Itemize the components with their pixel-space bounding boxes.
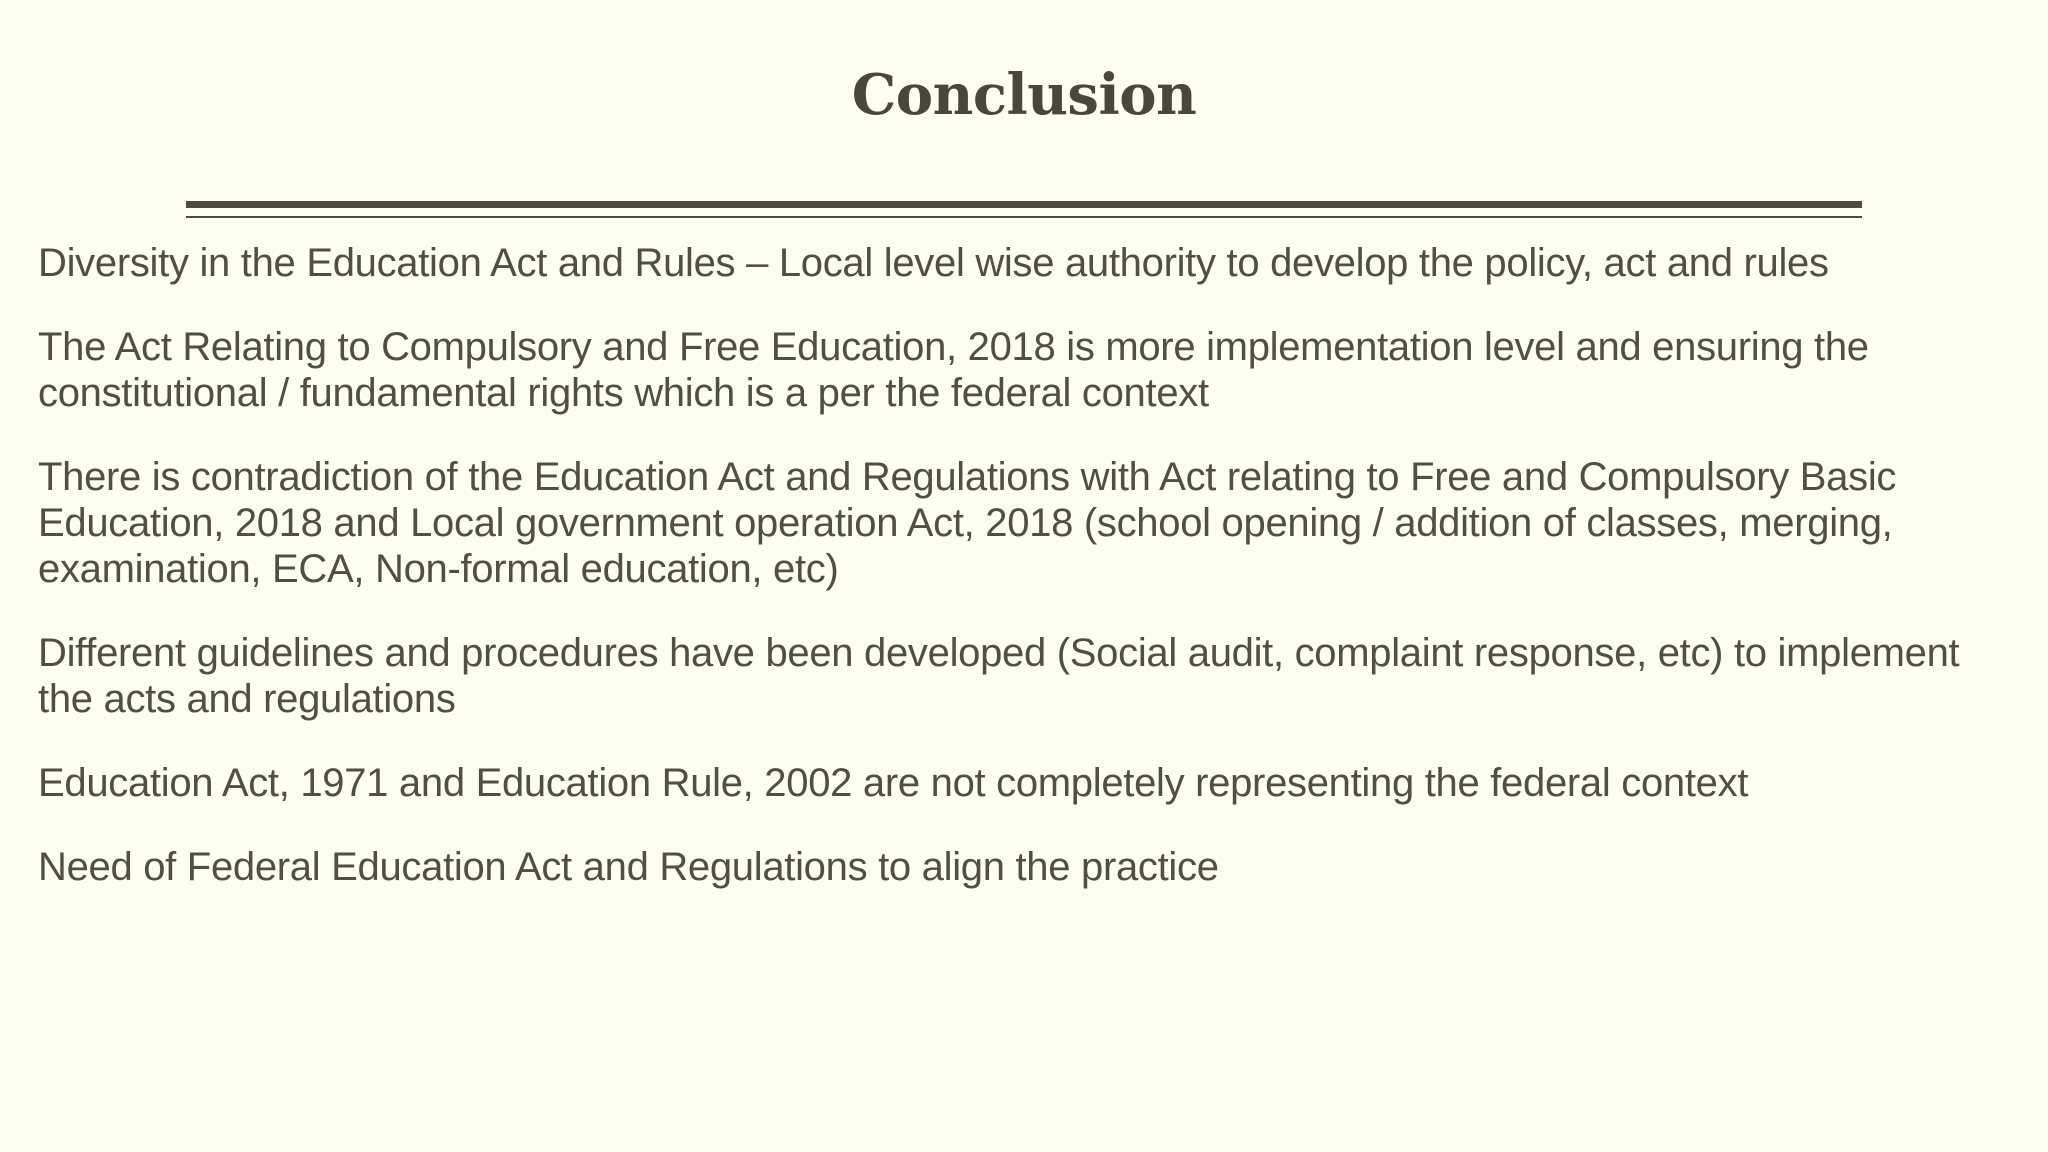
conclusion-point: There is contradiction of the Education Act and Regulations with Act relating to Free and Compulsory Basic Education, 2018 and Local government operation Act, 2018 (school opening / addition of classes, merging, examination, ECA, Non-formal education, etc) <box>38 455 1897 591</box>
conclusion-point: Need of Federal Education Act and Regulations to align the practice <box>38 845 1219 889</box>
slide-title: Conclusion <box>851 62 1197 128</box>
title-divider-thin <box>186 216 1862 218</box>
conclusion-point: Education Act, 1971 and Education Rule, 2002 are not completely representing the federal context <box>38 761 1749 805</box>
title-divider-thick <box>186 201 1862 208</box>
conclusion-point: The Act Relating to Compulsory and Free Education, 2018 is more implementation level and ensuring the constitutional / fundamental rights which is a per the federal context <box>38 325 1869 415</box>
conclusion-point: Different guidelines and procedures have been developed (Social audit, complaint response, etc) to implement the acts and regulations <box>38 631 1960 721</box>
conclusion-point: Diversity in the Education Act and Rules – Local level wise authority to develop the policy, act and rules <box>38 241 1829 285</box>
conclusion-list <box>38 240 2018 928</box>
